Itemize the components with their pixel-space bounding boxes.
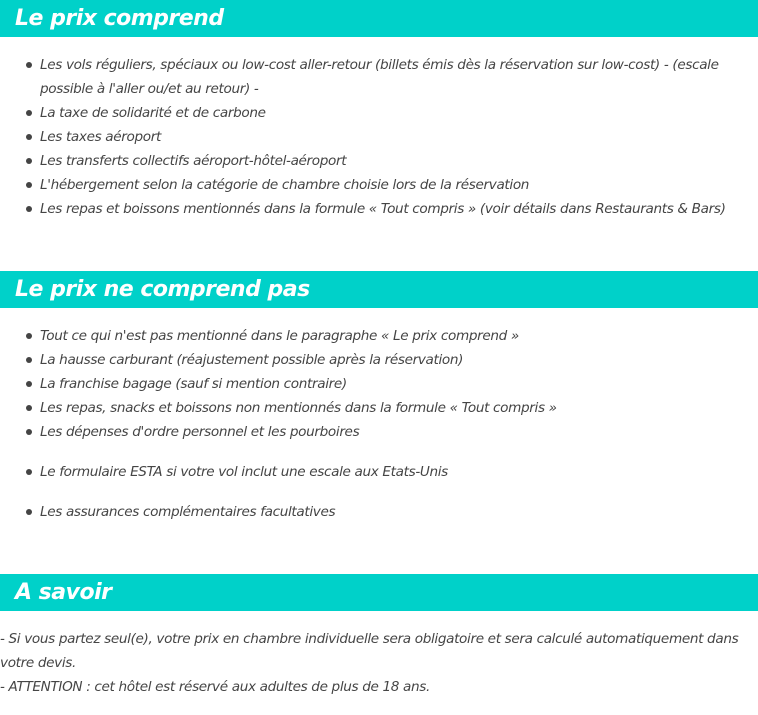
note-solo-traveler: - Si vous partez seul(e), votre prix en chambre individuelle sera obligatoire et sera calculé automatiquement dans votre devis. bbox=[0, 631, 739, 671]
list-item: Les vols réguliers, spéciaux ou low-cost aller-retour (billets émis dès la réservation sur low-cost) - (escale possible à l'aller ou/et au retour) - bbox=[0, 53, 758, 101]
list-item: Les dépenses d'ordre personnel et les pourboires bbox=[0, 420, 758, 444]
included-list bbox=[0, 53, 758, 221]
note-adults-only: - ATTENTION : cet hôtel est réservé aux adultes de plus de 18 ans. bbox=[0, 679, 431, 695]
not-included-list bbox=[0, 324, 758, 524]
bullet-icon bbox=[26, 357, 32, 363]
bullet-icon bbox=[26, 405, 32, 411]
bullet-icon bbox=[26, 62, 32, 68]
list-item: La taxe de solidarité et de carbone bbox=[0, 101, 758, 125]
bullet-icon bbox=[26, 333, 32, 339]
section-header-good-to-know: A savoir bbox=[0, 574, 758, 611]
bullet-icon bbox=[26, 509, 32, 515]
bullet-icon bbox=[26, 158, 32, 164]
list-item: La franchise bagage (sauf si mention contraire) bbox=[0, 372, 758, 396]
section-header-included: Le prix comprend bbox=[0, 0, 758, 37]
list-item: Les taxes aéroport bbox=[0, 125, 758, 149]
list-item: Les transferts collectifs aéroport-hôtel-aéroport bbox=[0, 149, 758, 173]
list-item: Les repas, snacks et boissons non mentionnés dans la formule « Tout compris » bbox=[0, 396, 758, 420]
bullet-icon bbox=[26, 381, 32, 387]
bullet-icon bbox=[26, 429, 32, 435]
list-item: Tout ce qui n'est pas mentionné dans le paragraphe « Le prix comprend » bbox=[0, 324, 758, 348]
list-item: La hausse carburant (réajustement possible après la réservation) bbox=[0, 348, 758, 372]
bullet-icon bbox=[26, 110, 32, 116]
list-item: Le formulaire ESTA si votre vol inclut une escale aux Etats-Unis bbox=[0, 460, 758, 484]
section-header-not-included: Le prix ne comprend pas bbox=[0, 271, 758, 308]
bullet-icon bbox=[26, 206, 32, 212]
bullet-icon bbox=[26, 182, 32, 188]
list-item: L'hébergement selon la catégorie de chambre choisie lors de la réservation bbox=[0, 173, 758, 197]
list-item: Les repas et boissons mentionnés dans la formule « Tout compris » (voir détails dans Restaurants & Bars) bbox=[0, 197, 758, 221]
bullet-icon bbox=[26, 469, 32, 475]
bullet-icon bbox=[26, 134, 32, 140]
list-item: Les assurances complémentaires facultatives bbox=[0, 500, 758, 524]
